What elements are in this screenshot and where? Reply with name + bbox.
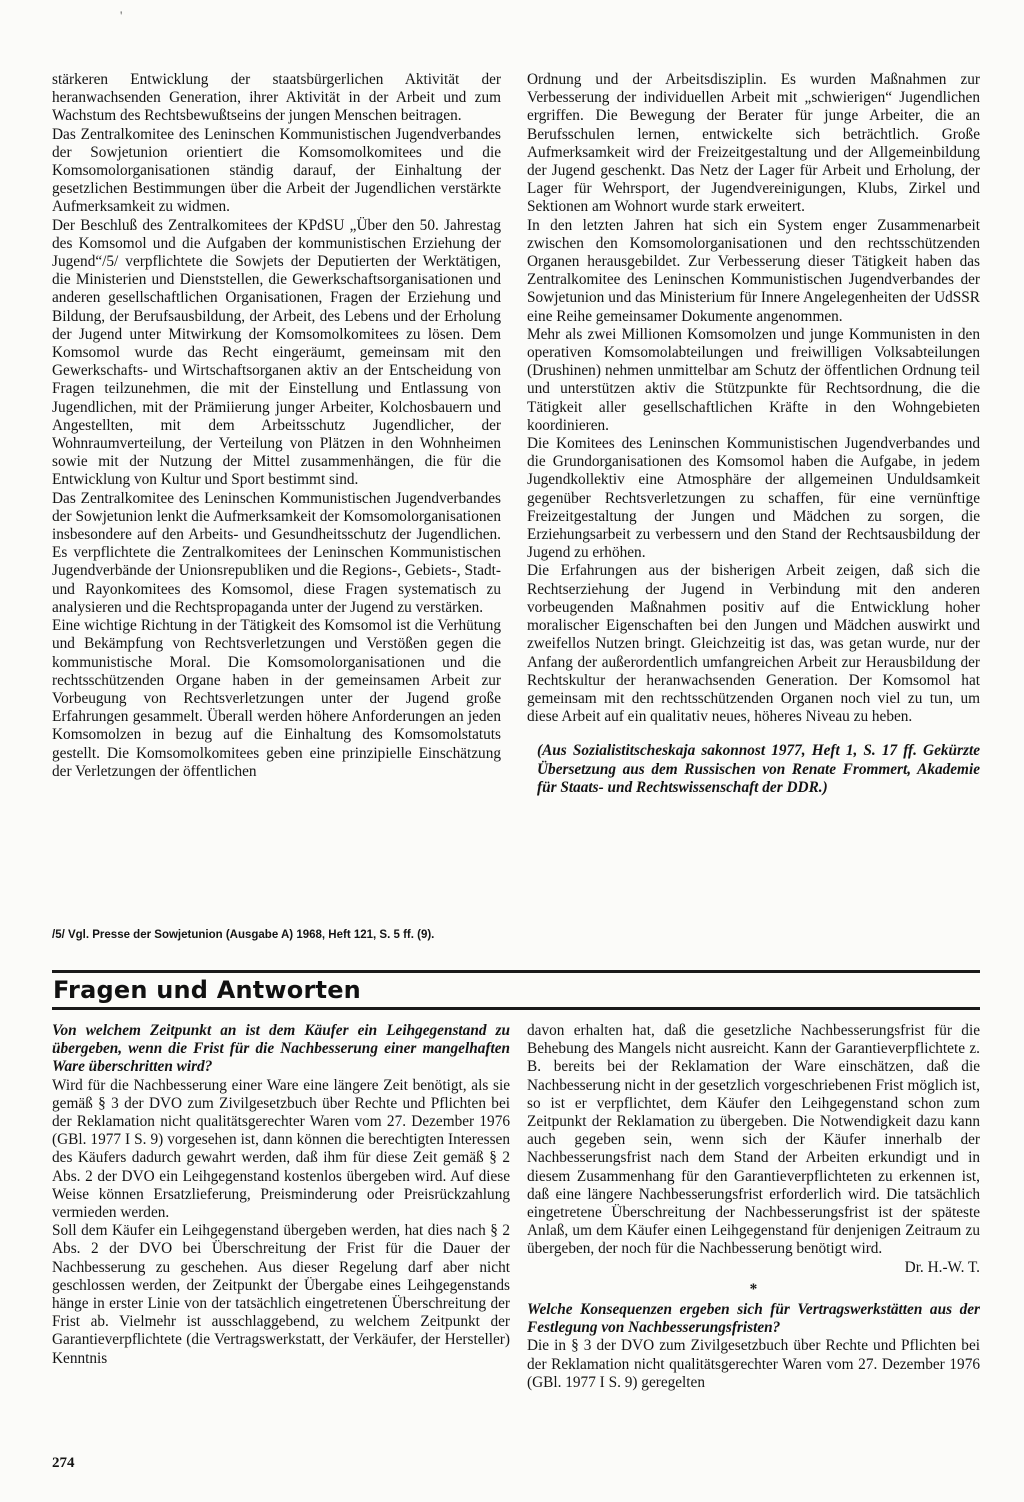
article-column-right xyxy=(527,71,980,797)
section-divider xyxy=(52,970,980,973)
qa-column-left xyxy=(52,1022,510,1368)
scan-mark: ' xyxy=(120,8,123,23)
question: Von welchem Zeitpunkt an ist dem Käufer ein Leihgegenstand zu übergeben, wenn die Frist für die Nachbesserung einer mangelhaften Ware überschritten wird? xyxy=(52,1022,510,1076)
answer-paragraph: Soll dem Käufer ein Leihgegenstand übergeben werden, hat dies nach § 2 Abs. 2 der DVO bei Überschreitung der Frist für die Dauer der Nachbesserung zu geschehen. Aus dieser Regelung darf aber nicht geschlossen werden, der Zeitpunkt der Übergabe eines Leihgegenstands hänge in erster Linie von der tatsächlich eingetretenen Überschreitung der Frist ab. Vielmehr ist ausschlaggebend, zu welchem Zeitpunkt der Garantieverpflichtete (die Vertragswerkstatt, der Verkäufer, der Hersteller) Kenntnis xyxy=(52,1222,510,1367)
paragraph: Das Zentralkomitee des Leninschen Kommunistischen Jugendverbandes der Sowjetunion orientiert die Komsomolkomitees und die Komsomolorganisationen ständig darauf, der Einhaltung der gesetzlichen Bestimmungen über die Arbeit der Jugendlichen verstärkte Aufmerksamkeit zu widmen. xyxy=(52,125,501,216)
answer-paragraph: davon erhalten hat, daß die gesetzliche Nachbesserungsfrist für die Behebung des Mangels nicht ausreicht. Kann der Garantieverpflichtete z. B. bereits bei der Reklamation der Ware einschätzen, daß die Nachbesserung nicht in der gesetzlich vorgeschriebenen Frist möglich ist, so ist er verpflichtet, dem Käufer den Leihgegenstand schon zum Zeitpunkt der Reklamation zu übergeben. Die Notwendigkeit dazu kann auch gegeben sein, wenn sich der Käufer innerhalb der Nachbesserungsfrist nach dem Stand der Arbeiten erkundigt und in diesem Zusammenhang für den Garantieverpflichteten zu erkennen ist, daß eine längere Nachbesserungsfrist erforderlich wird. Die tatsächlich eingetretene Überschreitung der Nachbesserungsfrist ist der späteste Anlaß, um dem Käufer einen Leihgegenstand für denjenigen Zeitraum zu übergeben, der noch für die Nachbesserung benötigt wird. xyxy=(527,1022,980,1258)
qa-column-right xyxy=(527,1022,980,1392)
paragraph: Die Erfahrungen aus der bisherigen Arbeit zeigen, daß sich die Rechtserziehung der Jugend in Verbindung mit den anderen vorbeugenden Maßnahmen positiv auf die Entwicklung hoher moralischer Eigenschaften bei den Jungen und Mädchen auswirkt und zweifellos Nutzen bringt. Gleichzeitig ist das, was getan wurde, nur der Anfang der außerordentlich umfangreichen Arbeit zur Herausbildung der Rechtskultur der heranwachsenden Generation. Der Komsomol hat gemeinsam mit den rechtsschützenden Organen noch viel zu tun, um diese Arbeit auf ein qualitativ neues, höheres Niveau zu heben. xyxy=(527,562,980,726)
paragraph: In den letzten Jahren hat sich ein System enger Zusammenarbeit zwischen den Komsomolorganisationen und den rechtsschützenden Organen herausgebildet. Zur Verbesserung dieser Tätigkeit haben das Zentralkomitee des Leninschen Kommunistischen Jugendverbandes der Sowjetunion und das Ministerium für Innere Angelegenheiten der UdSSR eine Reihe gemeinsamer Dokumente angenommen. xyxy=(527,216,980,325)
separator-asterisk: * xyxy=(749,1280,758,1298)
article-column-left xyxy=(52,71,501,781)
answer-paragraph: Die in § 3 der DVO zum Zivilgesetzbuch über Rechte und Pflichten bei der Reklamation nicht qualitätsgerechter Waren vom 27. Dezember 1976 (GBl. 1977 I S. 9) geregelten xyxy=(527,1337,980,1391)
question: Welche Konsequenzen ergeben sich für Vertragswerkstätten aus der Festlegung von Nachbesserungsfristen? xyxy=(527,1301,980,1337)
paragraph: Der Beschluß des Zentralkomitees der KPdSU „Über den 50. Jahrestag des Komsomol und die Aufgaben der kommunistischen Erziehung der Jugend“/5/ verpflichtete die Sowjets der Deputierten der Werktätigen, die Ministerien und Dienststellen, die Gewerkschaftsorganisationen und anderen gesellschaftlichen Organisationen, Fragen der Erziehung und Bildung, der Berufsausbildung, der Arbeit, des Lebens und der Erholung der Jugend unter Mitwirkung der Komsomolkomitees zu lösen. Dem Komsomol wurde das Recht eingeräumt, gemeinsam mit den Gewerkschafts- und Wirtschaftsorganen aktiv an der Entscheidung von Fragen teilzunehmen, die mit der Einstellung und Entlassung von Jugendlichen, mit der Prämiierung junger Arbeiter, Kolchosbauern und Angestellten, mit dem Arbeitsschutz Jugendlicher, der Wohnraumverteilung, der Verteilung von Plätzen in den Wohnheimen sowie mit der Nutzung der Mittel zusammenhängen, die für die Entwicklung von Kultur und Sport bestimmt sind. xyxy=(52,216,501,489)
paragraph: Mehr als zwei Millionen Komsomolzen und junge Kommunisten in den operativen Komsomolabteilungen und freiwilligen Volksabteilungen (Drushinen) nehmen unmittelbar am Schutz der öffentlichen Ordnung teil und unterstützen aktiv die Stützpunkte für Rechtsordnung, die die Tätigkeit aller gesellschaftlichen Kräfte in den Wohngebieten koordinieren. xyxy=(527,325,980,434)
paragraph: Das Zentralkomitee des Leninschen Kommunistischen Jugendverbandes der Sowjetunion lenkt die Aufmerksamkeit der Komsomolorganisationen insbesondere auf den Arbeits- und Gesundheitsschutz der Jugendlichen. Es verpflichtete die Zentralkomitees der Leninschen Kommunistischen Jugendverbände der Unionsrepubliken und die Regions-, Gebiets-, Stadt- und Rayonkomitees des Komsomol, diese Fragen systematisch zu analysieren und die Rechtspropaganda unter der Jugend zu verstärken. xyxy=(52,489,501,616)
source-citation: (Aus Sozialistitscheskaja sakonnost 1977, Heft 1, S. 17 ff. Gekürzte Übersetzung aus dem Russischen von Renate Frommert, Akademie für Staats- und Rechtswissenschaft der DDR.) xyxy=(537,742,980,796)
author-signature: Dr. H.-W. T. xyxy=(904,1258,980,1276)
section-title: Fragen und Antworten xyxy=(53,976,361,1004)
footnote: /5/ Vgl. Presse der Sowjetunion (Ausgabe A) 1968, Heft 121, S. 5 ff. (9). xyxy=(52,929,435,941)
answer-paragraph: Wird für die Nachbesserung einer Ware eine längere Zeit benötigt, als sie gemäß § 3 der DVO zum Zivilgesetzbuch über Rechte und Pflichten bei der Reklamation nicht qualitätsgerechter Waren vom 27. Dezember 1976 (GBl. 1977 I S. 9) vorgesehen ist, dann können die berechtigten Interessen des Käufers dadurch gewahrt werden, daß ihm für diese Zeit gemäß § 2 Abs. 2 der DVO ein Leihgegenstand kostenlos übergeben wird. Auf diese Weise können Ersatzlieferung, Preisminderung oder Preisrückzahlung vermieden werden. xyxy=(52,1076,510,1222)
paragraph: stärkeren Entwicklung der staatsbürgerlichen Aktivität der heranwachsenden Generation, ihrer Aktivität in der Arbeit und zum Wachstum des Rechtsbewußtseins der jungen Menschen beitragen. xyxy=(52,71,501,125)
paragraph: Eine wichtige Richtung in der Tätigkeit des Komsomol ist die Verhütung und Bekämpfung von Rechtsverletzungen und Verstößen gegen die kommunistische Moral. Die Komsomolorganisationen und die rechtsschützenden Organe haben in der gemeinsamen Arbeit zur Vorbeugung von Rechtsverletzungen unter der Jugend große Erfahrungen gesammelt. Überall werden höhere Anforderungen an jeden Komsomolzen in bezug auf die Einhaltung des Komsomolstatuts gestellt. Die Komsomolkomitees geben eine prinzipielle Einschätzung der Verletzungen der öffentlichen xyxy=(52,617,501,780)
section-divider xyxy=(52,1007,980,1010)
paragraph: Ordnung und der Arbeitsdisziplin. Es wurden Maßnahmen zur Verbesserung der individuellen Arbeit mit „schwierigen“ Jugendlichen ergriffen. Die Bewegung der Berater für junge Arbeiter, die an Berufsschulen lernen, entwickelte sich beträchtlich. Große Aufmerksamkeit wird der Freizeitgestaltung und der Allgemeinbildung der Jugend geschenkt. Das Netz der Lager für Arbeit und Erholung, der Lager für Wehrsport, der Jugendvereinigungen, Klubs, Zirkel und Sektionen am Wohnort wurde stark erweitert. xyxy=(527,71,980,216)
paragraph: Die Komitees des Leninschen Kommunistischen Jugendverbandes und die Grundorganisationen des Komsomol haben die Aufgabe, in jedem Jugendkollektiv eine Atmosphäre der allgemeinen Unduldsamkeit gegenüber Rechtsverletzungen zu schaffen, für eine vernünftige Freizeitgestaltung der Jungen und Mädchen zu sorgen, die Erziehungsarbeit zu verbessern und den Stand der Rechtsausbildung der Jugend zu erhöhen. xyxy=(527,435,980,562)
page-number: 274 xyxy=(52,1455,75,1471)
